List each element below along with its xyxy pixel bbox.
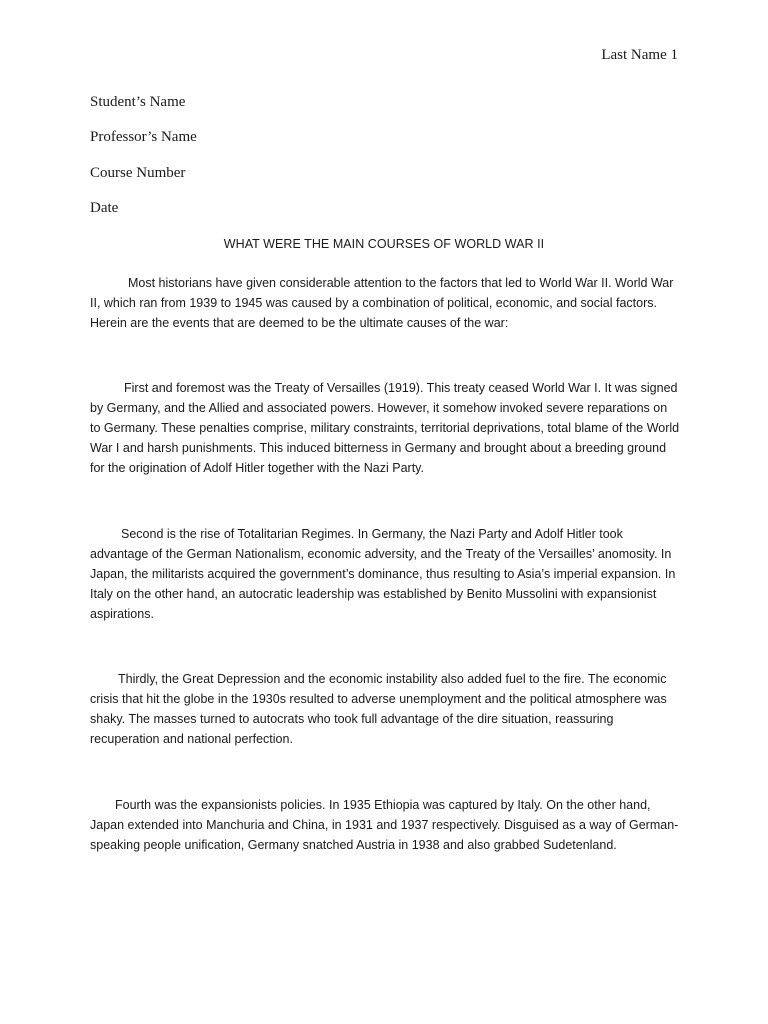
running-head: Last Name 1: [601, 47, 678, 63]
paragraph-totalitarian-regimes: Second is the rise of Totalitarian Regimes. In Germany, the Nazi Party and Adolf Hitler took advantage of the German Nationalism, economic adversity, and the Treaty of the Versailles’ anomosity. In Japan, the militarists acquired the government’s dominance, thus resulting to Asia’s imperial expansion. In Italy on the other hand, an autocratic leadership was established by Benito Mussolini with expansionist aspirations.: [90, 527, 676, 621]
paragraph-expansionist-policies: Fourth was the expansionists policies. In 1935 Ethiopia was captured by Italy. On the other hand, Japan extended into Manchuria and China, in 1931 and 1937 respectively. Disguised as a way of German-speaking people unification, Germany snatched Austria in 1938 and also grabbed Sudetenland.: [90, 798, 679, 852]
paragraph-great-depression: Thirdly, the Great Depression and the economic instability also added fuel to the fire. The economic crisis that hit the globe in the 1930s resulted to adverse unemployment and the political atmosphere was shaky. The masses turned to autocrats who took full advantage of the dire situation, reassuring recuperation and national perfection.: [90, 672, 667, 746]
student-name: Student’s Name: [90, 94, 186, 110]
professor-name: Professor’s Name: [90, 129, 197, 145]
essay-title: WHAT WERE THE MAIN COURSES OF WORLD WAR II: [223, 237, 545, 251]
course-number: Course Number: [90, 165, 186, 181]
paragraph-treaty-of-versailles: First and foremost was the Treaty of Versailles (1919). This treaty ceased World War I. It was signed by Germany, and the Allied and associated powers. However, it somehow invoked severe reparations on to Germany. These penalties comprise, military constraints, territorial deprivations, total blame of the World War I and harsh punishments. This induced bitterness in Germany and brought about a breeding ground for the origination of Adolf Hitler together with the Nazi Party.: [90, 381, 680, 475]
date-line: Date: [90, 200, 119, 216]
paragraph-intro: Most historians have given considerable attention to the factors that led to World War II. World War II, which ran from 1939 to 1945 was caused by a combination of political, economic, and social factors. Herein are the events that are deemed to be the ultimate causes of the war:: [90, 276, 674, 330]
